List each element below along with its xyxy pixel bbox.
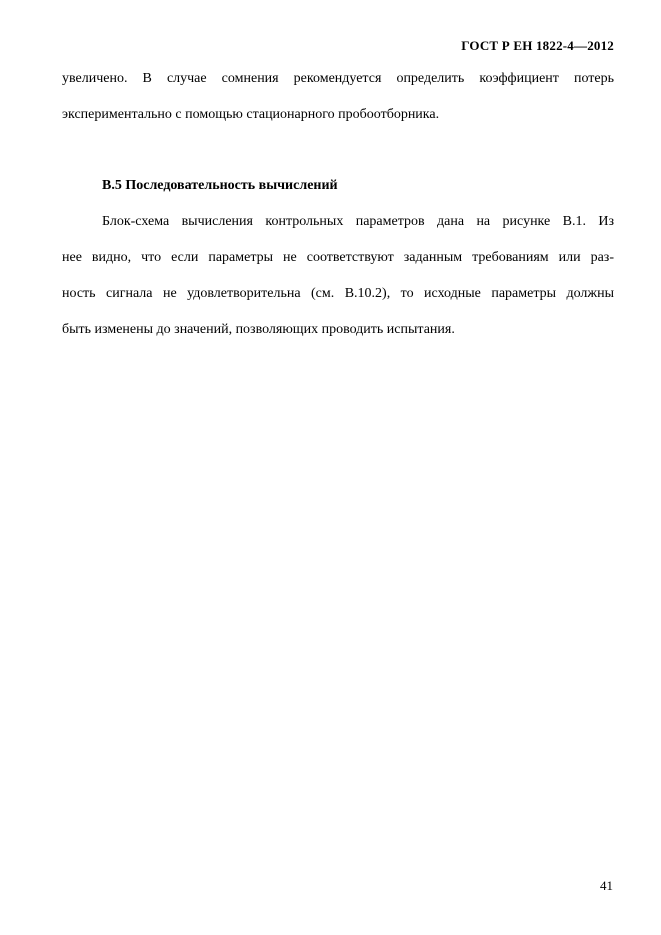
paragraph1-line2: экспериментально с помощью стационарного пробоотборника. xyxy=(62,107,440,122)
paragraph2-line2: нее видно, что если параметры не соответствуют заданным требованиям или раз- xyxy=(62,250,614,265)
paragraph1-line1: увеличено. В случае сомнения рекомендуется определить коэффициент потерь xyxy=(62,71,614,86)
section-heading: В.5 Последовательность вычислений xyxy=(102,178,338,193)
page-number: 41 xyxy=(600,878,613,893)
paragraph2-line4: быть изменены до значений, позволяющих проводить испытания. xyxy=(62,322,455,337)
document-header-standard: ГОСТ Р ЕН 1822-4—2012 xyxy=(461,38,614,53)
paragraph2-line1: Блок-схема вычисления контрольных параметров дана на рисунке В.1. Из xyxy=(102,214,614,229)
paragraph2-line3: ность сигнала не удовлетворительна (см. В.10.2), то исходные параметры должны xyxy=(62,286,614,301)
